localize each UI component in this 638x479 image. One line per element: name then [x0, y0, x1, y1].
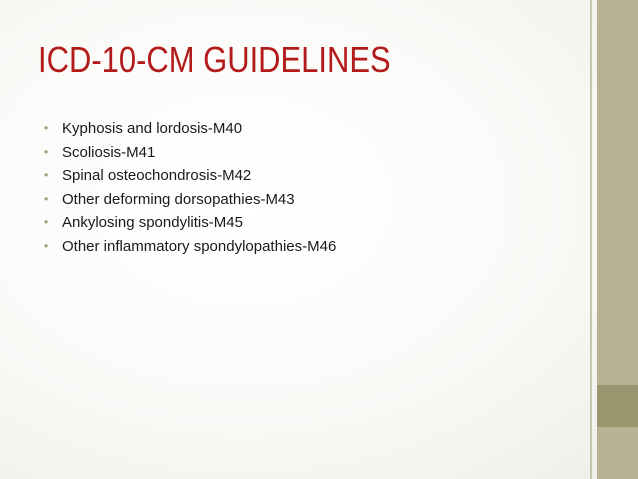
bullet-text: Spinal osteochondrosis-M42 [62, 167, 252, 184]
slide-title: ICD-10-CM GUIDELINES [38, 39, 391, 80]
bullet-item [44, 141, 336, 165]
bullet-dot-icon: • [44, 168, 49, 182]
bullet-text: Kyphosis and lordosis-M40 [62, 120, 243, 137]
bullet-item [44, 188, 336, 212]
bullet-list [44, 117, 336, 258]
bullet-text: Ankylosing spondylitis-M45 [62, 214, 243, 231]
bullet-item [44, 164, 336, 188]
bullet-dot-icon: • [44, 238, 49, 253]
bullet-dot-icon: • [44, 144, 49, 159]
bullet-dot-icon: • [44, 215, 49, 229]
accent-sidebar-block [597, 385, 638, 427]
bullet-item [44, 117, 336, 141]
bullet-dot-icon: • [44, 121, 49, 135]
bullet-item [44, 235, 336, 259]
bullet-text: Other deforming dorsopathies-M43 [62, 190, 295, 208]
bullet-text: Scoliosis-M41 [62, 143, 156, 161]
bullet-text: Other inflammatory spondylopathies-M46 [62, 237, 337, 255]
sidebar-divider-line [590, 0, 592, 479]
bullet-dot-icon: • [44, 191, 49, 206]
bullet-item [44, 211, 336, 235]
